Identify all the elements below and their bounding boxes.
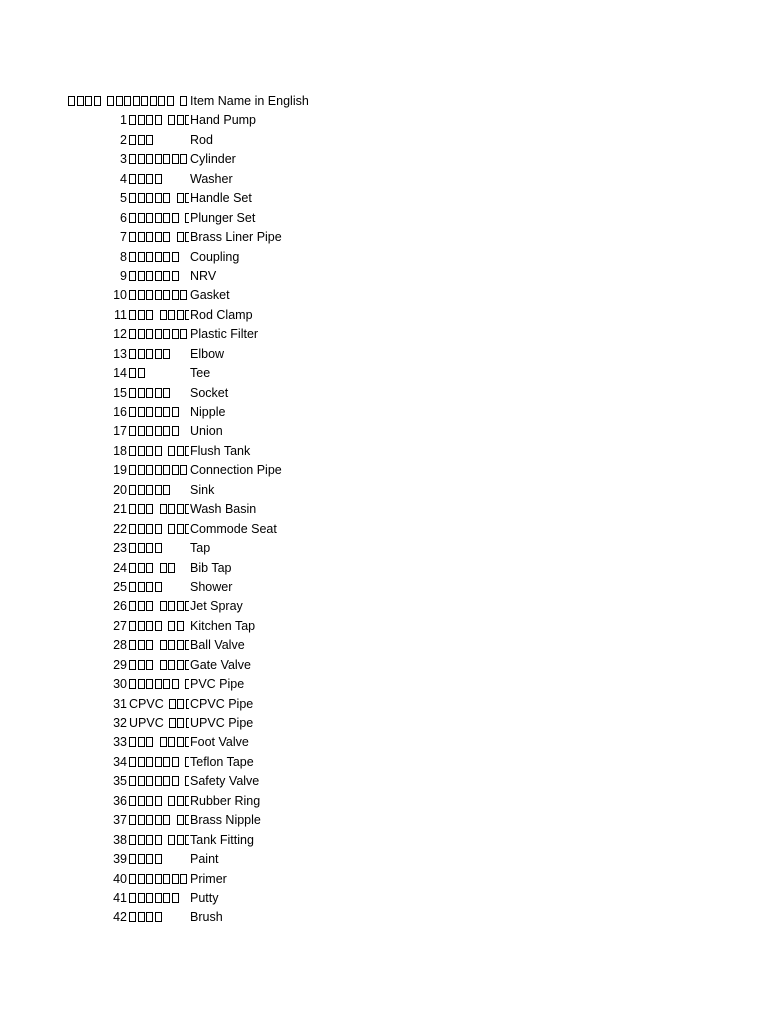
item-english-name: Plunger Set: [190, 210, 256, 225]
item-number: 10: [113, 288, 127, 303]
item-english-name: Safety Valve: [190, 774, 260, 789]
item-local-name: [129, 850, 189, 869]
item-local-name: [129, 733, 189, 752]
local-name-header: [68, 92, 189, 111]
item-list: [0, 111, 768, 927]
item-english-name: Brass Nipple: [190, 813, 261, 828]
item-row: [0, 850, 768, 869]
item-local-name: [129, 150, 189, 169]
item-number: 34: [113, 754, 127, 769]
item-row: [0, 772, 768, 791]
item-row: [0, 714, 768, 733]
item-english-name: Tap: [190, 541, 211, 556]
item-local-name: [129, 656, 189, 675]
item-number: 41: [113, 890, 127, 905]
item-number: 19: [113, 463, 127, 478]
item-number: 37: [113, 813, 127, 828]
item-english-name: Brass Liner Pipe: [190, 230, 282, 245]
item-english-name: Washer: [190, 171, 233, 186]
item-row: [0, 520, 768, 539]
item-number: 29: [113, 657, 127, 672]
item-local-name: [129, 267, 189, 286]
item-local-name: [129, 636, 189, 655]
item-local-name: [129, 461, 189, 480]
item-english-name: Gate Valve: [190, 657, 251, 672]
item-local-name: [129, 325, 189, 344]
item-number: 12: [113, 327, 127, 342]
item-number: 7: [120, 230, 127, 245]
item-english-name: Nipple: [190, 405, 226, 419]
item-number: 5: [120, 191, 127, 206]
item-english-name: Rubber Ring: [190, 793, 261, 808]
item-row: [0, 364, 768, 383]
item-row: [0, 617, 768, 636]
item-english-name: PVC Pipe: [190, 677, 245, 692]
item-number: 35: [113, 774, 127, 789]
item-local-name: [129, 306, 189, 325]
item-row: [0, 578, 768, 597]
item-number: 8: [120, 249, 127, 264]
item-row: [0, 306, 768, 325]
item-local-name: [129, 403, 189, 422]
item-row: [0, 150, 768, 169]
item-number: 33: [113, 735, 127, 750]
item-number: 11: [114, 307, 127, 322]
item-local-name: [129, 345, 189, 364]
item-local-name: [129, 228, 189, 247]
item-local-name: [129, 111, 189, 130]
item-row: [0, 131, 768, 150]
item-row: [0, 267, 768, 286]
item-row: [0, 908, 768, 927]
item-row: [0, 695, 768, 714]
item-english-name: Putty: [190, 890, 219, 905]
item-english-name: Paint: [190, 852, 219, 867]
item-english-name: Commode Seat: [190, 521, 277, 536]
item-english-name: Plastic Filter: [190, 327, 259, 342]
item-local-name: [129, 539, 189, 558]
item-number: 15: [113, 385, 127, 400]
item-local-name: UPVC: [129, 714, 189, 733]
item-local-name: [129, 578, 189, 597]
item-local-name: [129, 131, 189, 150]
item-english-name: Wash Basin: [190, 502, 257, 517]
item-english-name: Rod Clamp: [190, 307, 253, 322]
item-row: [0, 792, 768, 811]
item-row: [0, 111, 768, 130]
item-local-name: [129, 422, 189, 441]
item-english-name: Tank Fitting: [190, 832, 254, 847]
item-english-name: Connection Pipe: [190, 463, 282, 478]
item-english-name: Rod: [190, 132, 213, 147]
item-row: [0, 189, 768, 208]
item-row: [0, 753, 768, 772]
item-english-name: Flush Tank: [190, 443, 251, 458]
item-row: [0, 500, 768, 519]
spreadsheet: [0, 92, 768, 928]
item-row: [0, 539, 768, 558]
item-english-name: Gasket: [190, 288, 230, 303]
item-row: [0, 733, 768, 752]
item-row: [0, 170, 768, 189]
item-row: [0, 384, 768, 403]
item-local-name: [129, 520, 189, 539]
item-row: [0, 675, 768, 694]
item-english-name: Kitchen Tap: [190, 618, 256, 633]
item-row: [0, 636, 768, 655]
item-english-name: Hand Pump: [190, 113, 257, 128]
item-number: 27: [113, 618, 127, 633]
item-local-name: [129, 792, 189, 811]
item-number: 30: [113, 677, 127, 692]
item-english-name: Elbow: [190, 346, 225, 361]
item-number: 1: [120, 113, 127, 128]
item-local-name: [129, 442, 189, 461]
item-row: [0, 403, 768, 422]
item-local-name: [129, 675, 189, 694]
item-english-name: Handle Set: [190, 191, 252, 206]
item-number: 22: [113, 521, 127, 536]
item-number: 13: [113, 346, 127, 361]
item-english-name: CPVC Pipe: [190, 696, 254, 711]
item-row: [0, 345, 768, 364]
item-row: [0, 481, 768, 500]
item-row: [0, 656, 768, 675]
item-english-name: Ball Valve: [190, 638, 245, 653]
item-english-name: Teflon Tape: [190, 754, 254, 769]
item-number: 14: [113, 366, 127, 381]
item-local-name: [129, 286, 189, 305]
item-local-name: CPVC: [129, 695, 189, 714]
item-number: 40: [113, 871, 127, 886]
item-number: 38: [113, 832, 127, 847]
item-english-name: Sink: [190, 482, 215, 497]
item-row: [0, 209, 768, 228]
item-english-name: Socket: [190, 385, 229, 400]
item-row: [0, 286, 768, 305]
item-local-name: [129, 597, 189, 616]
item-english-name: Cylinder: [190, 152, 236, 167]
item-local-name: [129, 170, 189, 189]
item-local-name: [129, 831, 189, 850]
item-number: 23: [113, 541, 127, 556]
item-english-name: Primer: [190, 871, 227, 886]
item-local-name: [129, 753, 189, 772]
item-number: 3: [120, 152, 127, 167]
item-number: 36: [113, 793, 127, 808]
item-row: [0, 559, 768, 578]
item-local-name: [129, 617, 189, 636]
item-number: 42: [113, 910, 127, 925]
item-local-name: [129, 870, 189, 889]
item-number: 39: [113, 852, 127, 867]
item-number: 20: [113, 482, 127, 497]
item-local-name: [129, 189, 189, 208]
item-row: [0, 325, 768, 344]
item-local-name: [129, 209, 189, 228]
item-english-name: Bib Tap: [190, 560, 232, 575]
item-local-name: [129, 364, 189, 383]
item-row: [0, 442, 768, 461]
item-row: [0, 248, 768, 267]
item-number: 26: [113, 599, 127, 614]
item-number: 31: [113, 696, 127, 711]
item-local-name: [129, 500, 189, 519]
item-english-name: Brush: [190, 910, 223, 925]
item-number: 28: [113, 638, 127, 653]
item-number: 21: [113, 502, 127, 517]
item-number: 24: [113, 560, 127, 575]
item-english-name: Coupling: [190, 249, 240, 264]
item-english-name: NRV: [190, 268, 217, 283]
item-english-name: Shower: [190, 579, 233, 594]
english-name-header: Item Name in English: [190, 94, 309, 108]
item-number: 9: [120, 268, 127, 283]
item-local-name: [129, 384, 189, 403]
item-row: [0, 597, 768, 616]
item-row: [0, 870, 768, 889]
item-number: 6: [120, 210, 127, 225]
item-english-name: Foot Valve: [190, 735, 249, 750]
header-row: [0, 92, 768, 111]
item-english-name: Jet Spray: [190, 599, 243, 614]
item-local-name: [129, 889, 189, 908]
item-local-name: [129, 559, 189, 578]
item-row: [0, 831, 768, 850]
item-number: 32: [113, 716, 127, 730]
item-number: 2: [120, 132, 127, 147]
item-row: [0, 461, 768, 480]
item-english-name: Union: [190, 424, 223, 439]
item-local-name: [129, 248, 189, 267]
item-english-name: UPVC Pipe: [190, 716, 254, 730]
item-local-name: [129, 481, 189, 500]
item-number: 16: [113, 405, 127, 419]
item-local-name: [129, 772, 189, 791]
item-number: 4: [120, 171, 127, 186]
item-number: 17: [113, 424, 127, 439]
item-number: 18: [113, 443, 127, 458]
item-english-name: Tee: [190, 366, 211, 381]
item-row: [0, 422, 768, 441]
item-row: [0, 889, 768, 908]
item-local-name: [129, 811, 189, 830]
item-row: [0, 811, 768, 830]
item-number: 25: [113, 579, 127, 594]
item-local-name: [129, 908, 189, 927]
item-row: [0, 228, 768, 247]
